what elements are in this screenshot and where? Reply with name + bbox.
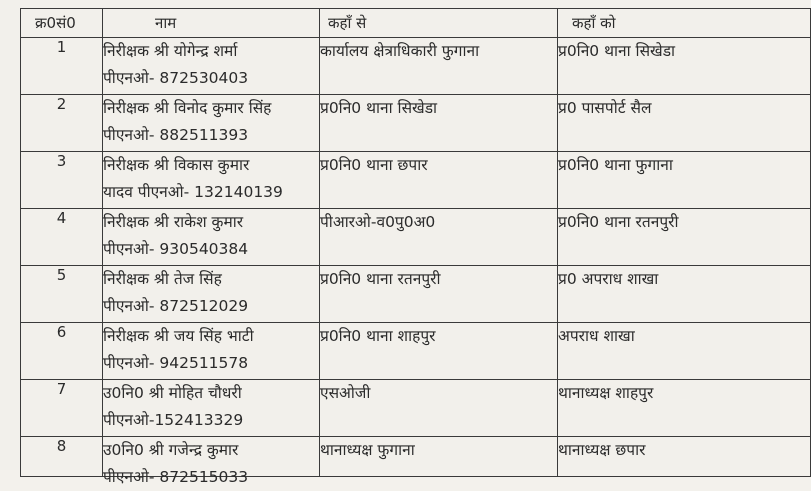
name-cell: [103, 152, 320, 209]
to-cell: प्र0 पासपोर्ट सैल: [558, 95, 811, 152]
serial-number-cell: 8: [21, 437, 103, 477]
serial-number-cell: 3: [21, 152, 103, 209]
serial-number-cell: 1: [21, 38, 103, 95]
officer-name: निरीक्षक श्री विनोद कुमार सिंह: [103, 99, 272, 117]
to-cell: अपराध शाखा: [558, 323, 811, 380]
from-cell: प्र0नि0 थाना छपार: [320, 152, 558, 209]
officer-name: निरीक्षक श्री तेज सिंह: [103, 270, 222, 288]
from-cell: प्र0नि0 थाना रतनपुरी: [320, 266, 558, 323]
header-name: नाम: [103, 9, 320, 38]
name-cell: [103, 266, 320, 323]
serial-number-cell: 6: [21, 323, 103, 380]
from-cell: प्र0नि0 थाना सिखेडा: [320, 95, 558, 152]
header-row: [21, 9, 811, 38]
table-row: [21, 209, 811, 266]
from-cell: पीआरओ-व0पु0अ0: [320, 209, 558, 266]
officer-pno: पीएनओ- 882511393: [103, 126, 249, 144]
officer-pno: यादव पीएनओ- 132140139: [103, 183, 283, 201]
name-cell: [103, 95, 320, 152]
from-cell: कार्यालय क्षेत्राधिकारी फुगाना: [320, 38, 558, 95]
name-cell: [103, 380, 320, 437]
to-cell: प्र0नि0 थाना फुगाना: [558, 152, 811, 209]
name-cell: [103, 209, 320, 266]
from-cell: एसओजी: [320, 380, 558, 437]
officer-pno: पीएनओ- 872515033: [103, 468, 249, 486]
table-row: [21, 437, 811, 477]
name-cell: [103, 437, 320, 486]
table-row: [21, 152, 811, 209]
to-cell: थानाध्यक्ष छपार: [558, 437, 811, 477]
to-cell: प्र0 अपराध शाखा: [558, 266, 811, 323]
header-from: कहाँ से: [320, 9, 558, 38]
officer-pno: पीएनओ- 872512029: [103, 297, 249, 315]
table-row: [21, 38, 811, 95]
from-cell: प्र0नि0 थाना शाहपुर: [320, 323, 558, 380]
serial-number-cell: 2: [21, 95, 103, 152]
officer-name: उ0नि0 श्री गजेन्द्र कुमार: [103, 441, 239, 459]
table-row: [21, 380, 811, 437]
officer-name: उ0नि0 श्री मोहित चौधरी: [103, 384, 242, 402]
name-cell: [103, 323, 320, 380]
to-cell: प्र0नि0 थाना रतनपुरी: [558, 209, 811, 266]
from-cell: थानाध्यक्ष फुगाना: [320, 437, 558, 477]
serial-number-cell: 5: [21, 266, 103, 323]
serial-number-cell: 7: [21, 380, 103, 437]
officer-name: निरीक्षक श्री राकेश कुमार: [103, 213, 244, 231]
officer-pno: पीएनओ- 942511578: [103, 354, 249, 372]
officer-pno: पीएनओ-152413329: [103, 411, 244, 429]
officer-pno: पीएनओ- 930540384: [103, 240, 249, 258]
table-row: [21, 323, 811, 380]
table-row: [21, 266, 811, 323]
to-cell: थानाध्यक्ष शाहपुर: [558, 380, 811, 437]
to-cell: प्र0नि0 थाना सिखेडा: [558, 38, 811, 95]
serial-number-cell: 4: [21, 209, 103, 266]
officer-name: निरीक्षक श्री विकास कुमार: [103, 156, 250, 174]
officer-pno: पीएनओ- 872530403: [103, 69, 249, 87]
header-to: कहाँ को: [558, 9, 811, 38]
table-row: [21, 95, 811, 152]
officer-name: निरीक्षक श्री जय सिंह भाटी: [103, 327, 254, 345]
header-serial-number: क्र0सं0: [21, 9, 103, 38]
officer-name: निरीक्षक श्री योगेन्द्र शर्मा: [103, 42, 238, 60]
transfer-table: [20, 8, 811, 486]
name-cell: [103, 38, 320, 95]
